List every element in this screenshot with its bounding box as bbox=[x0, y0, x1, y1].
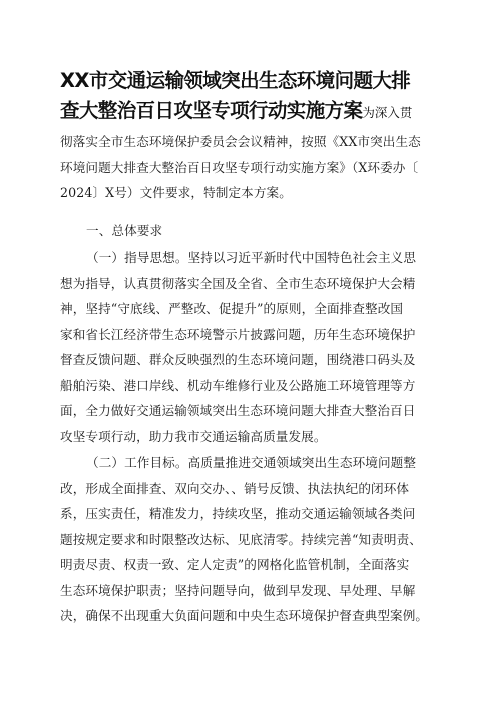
paragraph-line: 题按规定要求和时限整改达标、见底清零。持续完善“知责明责、 bbox=[60, 531, 422, 547]
paragraph-line: 家和省长江经济带生态环境警示片披露问题，历年生态环境保护 bbox=[60, 326, 416, 342]
intro-line: 环境问题大排查大整治百日攻坚专项行动实施方案》（X环委办〔 bbox=[60, 159, 419, 175]
paragraph-line: 船舶污染、港口岸线、机动车维修行业及公路施工环境管理等方 bbox=[60, 377, 416, 393]
title-line-1: XX市交通运输领域突出生态环境问题大排 bbox=[60, 69, 411, 92]
paragraph-line: 系，压实责任，精准发力，持续攻坚，推动交通运输领域各类问 bbox=[60, 506, 416, 521]
paragraph-line: 改，形成全面排查、双向交办、、销号反馈、执法执纪的闭环体 bbox=[60, 480, 410, 496]
section-1-heading: 一、总体要求 bbox=[86, 223, 163, 238]
paragraph-line: 面，全力做好交通运输领域突出生态环境问题大排查大整治百日 bbox=[60, 403, 416, 418]
paragraph-line: 明责尽责、权责一致、定人定责”的网格化监管机制，全面落实 bbox=[60, 557, 410, 572]
paragraph-line: 想为指导，认真贯彻落实全国及全省、全市生态环境保护大会精 bbox=[60, 275, 416, 291]
intro-line: 彻落实全市生态环境保护委员会会议精神，按照《XX市突出生态 bbox=[60, 134, 421, 149]
guiding-ideology-paragraph bbox=[60, 245, 450, 449]
intro-paragraph bbox=[60, 129, 450, 206]
title-line-2-text: 查大整治百日攻坚专项行动实施方案 bbox=[60, 99, 363, 122]
title-line-2 bbox=[60, 96, 450, 128]
section-heading bbox=[60, 218, 450, 244]
paragraph-line: （一）指导思想。坚持以习近平新时代中国特色社会主义思 bbox=[86, 250, 417, 265]
work-goals-paragraph bbox=[60, 450, 450, 629]
paragraph-line: 攻坚专项行动，助力我市交通运输高质量发展。 bbox=[60, 428, 327, 444]
paragraph-line: 决，确保不出现重大负面问题和中央生态环境保护督查典型案例。 bbox=[60, 608, 429, 623]
paragraph-line: 督查反馈问题、群众反映强烈的生态环境问题，围绕港口码头及 bbox=[60, 352, 416, 367]
paragraph-line: （二）工作目标。高质量推进交通领域突出生态环境问题整 bbox=[86, 455, 417, 470]
intro-start-text: 为深入贯 bbox=[362, 105, 413, 120]
paragraph-line: 生态环境保护职责；坚持问题导向，做到早发现、早处理、早解 bbox=[60, 582, 416, 598]
document-title bbox=[60, 66, 450, 128]
intro-line: 2024〕X号）文件要求，特制定本方案。 bbox=[60, 185, 292, 200]
paragraph-line: 神，坚持“守底线、严整改、促提升”的原则，全面排查整改国 bbox=[60, 301, 404, 316]
